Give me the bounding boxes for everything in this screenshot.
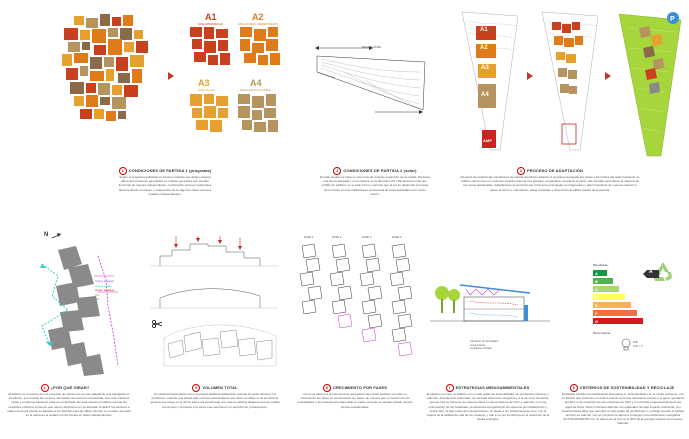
adaptation-a2-label: A2 xyxy=(480,45,488,51)
panel-3-title xyxy=(485,167,615,175)
env-legend-solar: colectores de fotovoltaica xyxy=(470,340,499,343)
panel-5-number: 5 xyxy=(192,384,200,392)
fase-1-diagram xyxy=(298,242,324,352)
energy-letter-d: D xyxy=(595,295,598,300)
adaptation-step-1 xyxy=(460,12,520,152)
panel-7-title xyxy=(420,384,555,392)
group-a3-sub: ÁREA TALLER xyxy=(198,89,215,92)
energy-letter-f: F xyxy=(595,311,598,316)
legend-road-2: Vial xyxy=(95,298,100,301)
panel-1-body: Según el programa solicitado se buscan módulos que deben integrar diferentes funciones agrupadas en 4 áreas generales que puedan funcionar de manera independiente, combinando accesos peatonales directos desde el exterior e independencia en algunos casos accesos rodados independientes. xyxy=(118,175,212,196)
volume-section-2 xyxy=(150,282,280,312)
panel-5-body: Un sistema fragmentado como el elegido facilita la adaptación puntual de cada volumen a lo pendiente, creando una planta baja continua descendiente que tiene su reflejo en la envolvente general que surge en el último tramo las piezas bajo una misma cubierta aleatoria que de unidad al conjunto y convierte a la pieza mas extensa en un ejercicio de yuxtaposición. xyxy=(150,392,280,409)
volume-plan xyxy=(160,318,280,368)
panel-2-body: El solar elegido se sitúa en una zona de reciente expansión de la ciudad. Presenta una forma alargada y en pendiente en la dirección NO / SE (desnivel más que 2.000) sin edificios en el solar forma, mientras que al sur se desarrolla a lo largo de su borde con las edificaciones de Escuela de Artes Aplicadas como único vecino. xyxy=(320,175,430,196)
site-plan-drawing xyxy=(315,42,430,122)
adaptation-step-2 xyxy=(540,12,600,152)
panel-3-body: Después de analizar las condiciones de partida decidimos adaptar el programa agrupado por áreas a los límites del solar buscando un edificio stand (como es volumen central presenta tres plantas), longitudinal, ocupando la parte más elevada para liberar la mayoría de las zonas ajardinadas. Adaptándose al perímetro los volúmenes principales se fragmentan y giran buscando de manera natural su ajuste al terreno, orientación, vistas al paisaje y disposición al tráfico rodado de la parcela. xyxy=(460,175,640,192)
fase-1-label: FASE 1 xyxy=(304,235,314,239)
co2-label: CO2 = 0 xyxy=(633,345,643,348)
svg-text:P: P xyxy=(670,16,675,23)
group-a1-blocks xyxy=(190,27,235,69)
panel-2-title xyxy=(310,167,440,175)
panel-6-number: 6 xyxy=(323,384,331,392)
panel-volumen-total xyxy=(140,220,290,439)
group-a2-sub: ÁREA ACCESO / DEPARTAMENTO xyxy=(238,23,279,26)
panel-adaptacion xyxy=(445,0,689,200)
environment-section xyxy=(430,275,550,345)
panel-8-title-text: CRITERIOS DE SOSTENIBILIDAD Y RECICLAJE xyxy=(579,385,675,391)
energy-letters xyxy=(595,270,598,326)
energy-letter-b: B xyxy=(595,279,598,284)
north-arrow-icon xyxy=(52,232,62,240)
adaptation-a3-label: A3 xyxy=(481,65,489,71)
arrow-right-2 xyxy=(527,72,533,80)
access-legend xyxy=(95,280,114,303)
panel-por-que-girar xyxy=(0,220,140,439)
fase-2-diagram xyxy=(328,242,354,352)
fase-4-label: FASE 4 xyxy=(392,235,402,239)
legend-loading: Carga / descarga xyxy=(95,289,115,292)
panel-4-title-text: ¿POR QUÉ GIRAR? xyxy=(50,385,90,391)
panel-programa xyxy=(0,0,345,200)
energy-letter-e: E xyxy=(595,303,598,308)
panel-1-number: 1 xyxy=(119,167,127,175)
panel-1-title xyxy=(100,167,230,175)
panel-6-title xyxy=(290,384,420,392)
panel-8-title xyxy=(555,384,689,392)
legend-vehicle: Acceso rodado xyxy=(95,284,112,288)
group-a4-sub: ÁREA ESPACIO FLEXIBLE xyxy=(240,89,271,92)
fase-3-label: FASE 3 xyxy=(362,235,372,239)
panel-7-title-text: ESTRATEGIAS MEDIOAMBIENTALES xyxy=(455,385,530,391)
group-a2-blocks xyxy=(240,27,285,69)
group-a4-label: A4 xyxy=(250,78,262,88)
energy-label-title: Más eficiente xyxy=(593,264,608,267)
panel-4-number: 4 xyxy=(41,384,49,392)
energy-grade-badge: A xyxy=(649,269,653,275)
energy-letter-g: G xyxy=(595,319,599,324)
adaptation-amp-label: AMP xyxy=(483,138,492,143)
panel-8-body: El Edificio tendrá una Clasificación Energética A, será diseñado con el medio ambiente, con un Diseño que maximice el confort usando de forma racional la energía y el agua, ayudando también en la reducción de las emisiones de CO2 y a minimizar el aprovechamiento del agua de lluvia. Será construido además con materiales de bajo impacto ambiental, con características tales que permitan un alto grado de reutilización o reciclaje cuando el edificio termine su vida útil. Con el proyecto se aspira a conseguir una certificación energética AUTOSUFICIENTE con un ahorro de al menos el 40% de la energía respecto al consumo habitual. xyxy=(561,392,685,426)
panel-3-title-text: PROCESO DE ADAPTACIÓN xyxy=(526,168,584,174)
energy-label-bottom: Menos eficiente xyxy=(593,332,611,335)
lightbulb-icon xyxy=(621,338,631,352)
arrow-right-3 xyxy=(605,72,611,80)
arrow-right xyxy=(168,72,174,80)
panel-solar xyxy=(300,0,440,200)
env-legend-ventilation: ventilación cruzada xyxy=(470,347,492,350)
group-a1-sub: ÁREA APRENDIZAJE xyxy=(198,23,223,26)
panel-6-title-text: CRECIMIENTO POR FASES xyxy=(332,385,388,391)
environment-legend xyxy=(470,340,498,351)
panel-3-number: 3 xyxy=(517,167,525,175)
panel-2-title-text: CONDICIONES DE PARTIDA 2 (solar) xyxy=(343,168,417,174)
legend-road-1: Vial xyxy=(95,293,100,297)
panel-6-body: Como ya sabemos la estructura de agregación de piezas flexibles, permite un crecimiento por fases en construcción por fases, de manera que en función de las necesidades y del presupuesto disponible en cada momento se pueden añadir nuevas piezas encadenadas. xyxy=(297,392,413,409)
panel-sostenibilidad xyxy=(555,220,689,439)
north-label: N xyxy=(44,232,49,238)
panel-5-title xyxy=(140,384,290,392)
group-a2-label: A2 xyxy=(252,12,264,22)
env-legend-mass: masa térmica xyxy=(470,343,486,347)
group-a1-label: A1 xyxy=(205,12,217,22)
fase-2-label: FASE 2 xyxy=(332,235,342,239)
panel-fases xyxy=(290,220,420,439)
legend-pedestrian: Acceso peatonal xyxy=(95,280,114,283)
fase-3-diagram xyxy=(358,242,384,352)
kwh-label: kWh xyxy=(633,341,638,344)
panel-2-number: 2 xyxy=(333,167,341,175)
adaptation-step-3 xyxy=(617,8,685,158)
energy-letter-c: C xyxy=(595,287,598,292)
panel-4-title xyxy=(0,384,130,392)
fase-4-diagram xyxy=(388,242,414,362)
energy-rating-chart xyxy=(593,270,663,330)
panel-7-body: El objetivo es crear un Edificio con un alto grado de sostenibilidad, de producción eficiente y, además, directamente adecuado, de elevada eficiencia energética y a la vez muy funcional, que las tres se funcione de manera eficaz en las emisiones de CO2 y, además, con una optimización de los materiales, la eficiencia energética de los sistemas de instalaciones y, sobre todo, la bajo coste del mantenimiento, sin llegar a ser excesivamente caro, con la mejora de la calidad de vida de los usuarios, y que a su vez contribuya en la reducción de la huella ecológica. xyxy=(426,392,550,422)
panel-8-number: 8 xyxy=(570,384,578,392)
solar-scale-label: ESCALA 1:5.000 xyxy=(362,46,381,49)
rotated-plan-diagram xyxy=(28,246,138,376)
adaptation-a1-label: A1 xyxy=(480,27,488,33)
panel-4-body: El edificio se compone de una sucesión de piezas que se van adaptando a la topografía en pendiente, que buscan las mejores interrelaciones para la conectividad, tener las máximas vistas y el aprovechamiento solar de su fachada. De esta manera el edificio cumple los requisitos prácticos al tiempo que ofrece dinamismo en su fachada. Al definir los accesos a cada una de las piezas se adaptan a los distintos ejes de tráfico del sitio en el solar, apoyado en la trama de la ciudad con los bordes en fases independientes. xyxy=(7,392,131,418)
panel-7-number: 7 xyxy=(446,384,454,392)
panel-1-title-text: CONDICIONES DE PARTIDA 1 (programa) xyxy=(128,168,212,174)
program-blocks-cloud xyxy=(60,14,160,144)
volume-section-1 xyxy=(150,236,280,276)
panel-medioambiental xyxy=(420,220,555,439)
group-a3-label: A3 xyxy=(198,78,210,88)
panel-5-title-text: VOLUMEN TOTAL xyxy=(202,385,238,391)
energy-letter-a: A xyxy=(595,271,598,276)
adaptation-a4-label: A4 xyxy=(481,92,489,98)
group-a3-blocks xyxy=(190,94,235,134)
group-a4-blocks xyxy=(238,94,283,134)
